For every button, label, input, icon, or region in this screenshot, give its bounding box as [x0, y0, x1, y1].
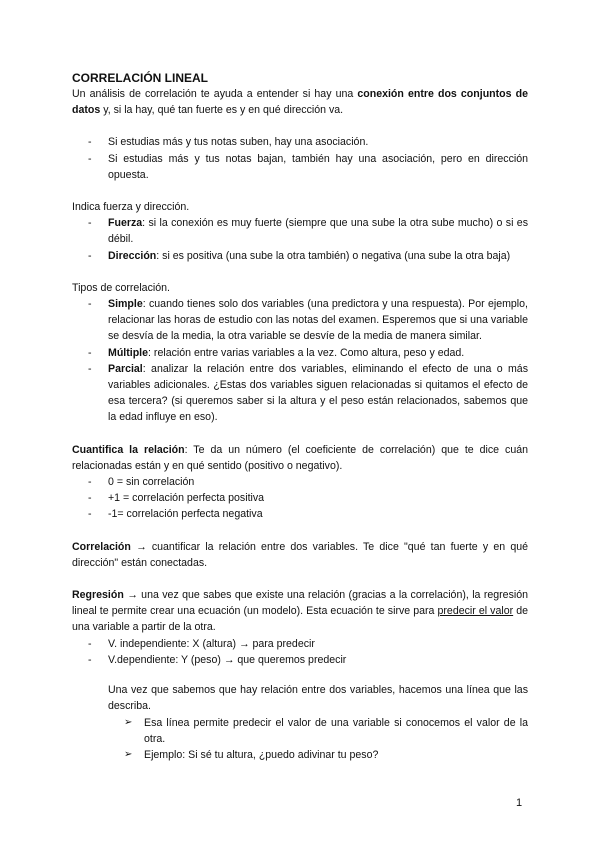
- intro-list: [72, 134, 528, 183]
- list-item: - Si estudias más y tus notas suben, hay una asociación.: [88, 136, 369, 149]
- list-item: - Simple: cuando tienes solo dos variables (una predictora y una respuesta). Por ejemplo, relacionar las horas de estudio con las notas del examen. Esperemos que si una variable se desvía de la media, la otra variable se desvíe de la media de manera similar.: [88, 298, 528, 343]
- list-item: ➢ Ejemplo: Si sé tu altura, ¿puedo adivinar tu peso?: [72, 747, 528, 763]
- list-item: - +1 = correlación perfecta positiva: [88, 492, 265, 505]
- page-number: 1: [516, 797, 523, 809]
- arrow-list: [72, 715, 528, 764]
- list-item: - V.dependiente: Y (peso) → que queremos predecir: [88, 653, 347, 666]
- fuerza-list: [72, 215, 528, 264]
- cuantifica-list: [72, 474, 528, 523]
- list-item: ➢ Esa línea permite predecir el valor de una variable si conocemos el valor de la otra.: [124, 716, 528, 745]
- list-item: - Parcial: analizar la relación entre dos variables, eliminando el efecto de una o más variables adicionales. ¿Estas dos variables siguen relacionadas si quitamos el efecto de esa tercera? (si queremos saber si la altura y el peso están relacionados, sabemos que la edad influye en eso).: [88, 362, 528, 424]
- cuantifica-paragraph: Cuantifica la relación: Te da un número (el coeficiente de correlación) que te dice cuán relacionadas están y en qué sentido (positivo o negativo).: [72, 443, 528, 472]
- linea-paragraph: Una vez que sabemos que hay relación entre dos variables, hacemos una línea que las describa.: [108, 684, 528, 713]
- list-item: - V. independiente: X (altura) → para predecir: [88, 637, 315, 650]
- list-item: - Fuerza: si la conexión es muy fuerte (siempre que una sube la otra sube mucho) o si es débil.: [88, 217, 528, 246]
- list-item: - Dirección: si es positiva (una sube la otra también) o negativa (una sube la otra baja): [88, 249, 511, 262]
- tipos-heading: Tipos de correlación.: [72, 281, 170, 294]
- intro-paragraph: Un análisis de correlación te ayuda a entender si hay una conexión entre dos conjuntos de datos y, si la hay, qué tan fuerte es y en qué dirección va.: [72, 88, 528, 117]
- tipos-list: [72, 296, 528, 426]
- list-item: - Múltiple: relación entre varias variables a la vez. Como altura, peso y edad.: [88, 346, 465, 359]
- arrow-bullet-icon: ➢: [124, 716, 133, 728]
- arrow-bullet-icon: ➢: [124, 748, 133, 760]
- regresion-paragraph: Regresión → una vez que sabes que existe una relación (gracias a la correlación), la regresión lineal te permite crear una ecuación (un modelo). Esta ecuación te sirve para predecir el valor de una variable a partir de la otra.: [72, 589, 528, 634]
- fuerza-heading: Indica fuerza y dirección.: [72, 201, 190, 214]
- correlacion-paragraph: Correlación → cuantificar la relación entre dos variables. Te dice "qué tan fuerte y en qué dirección" están conectadas.: [72, 540, 528, 569]
- list-item: - -1= correlación perfecta negativa: [88, 508, 263, 521]
- list-item: - 0 = sin correlación: [88, 476, 195, 489]
- regresion-list: [72, 636, 528, 668]
- document-content: [72, 70, 528, 763]
- list-item: - Si estudias más y tus notas bajan, también hay una asociación, pero en dirección opuesta.: [88, 152, 528, 181]
- page-title: CORRELACIÓN LINEAL: [72, 71, 208, 85]
- intro-bold: conexión entre dos conjuntos de datos: [72, 88, 528, 117]
